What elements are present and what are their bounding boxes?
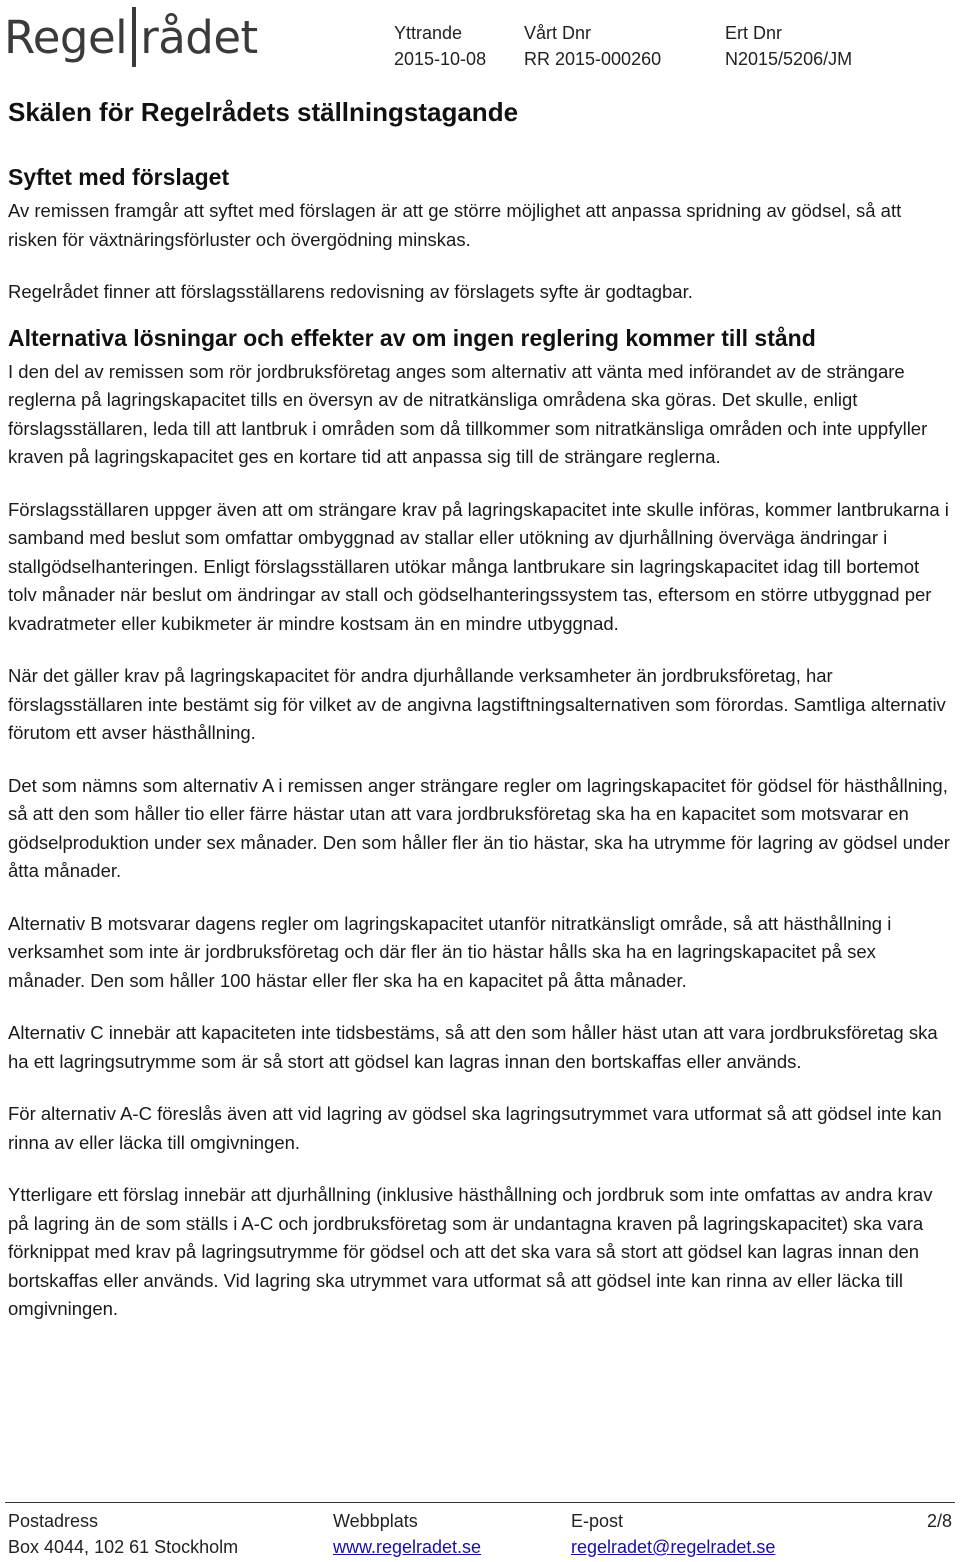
meta-label: Ert Dnr [725,23,783,43]
footer-email [571,1508,775,1560]
section-alternativa [8,321,953,1324]
paragraph: För alternativ A-C föreslås även att vid lagring av gödsel ska lagringsutrymmet vara utformat så att gödsel inte kan rinna av eller läcka till omgivningen. [8,1103,942,1153]
meta-yttrande [394,20,486,72]
paragraph: I den del av remissen som rör jordbruksföretag anges som alternativ att vänta med införandet av de strängare reglerna på lagringskapacitet tills en översyn av de nitratkänsliga områdena ska göras. Det skulle, enligt förslagsställaren, leda till att lantbruk i områden som då tillkommer som nitratkänsliga områden och inte uppfyller kraven på lagringskapacitet ges en kortare tid att anpassa sig till de strängare reglerna. [8,360,928,467]
meta-value: N2015/5206/JM [725,49,853,69]
meta-value: 2015-10-08 [394,49,487,69]
paragraph: Regelrådet finner att förslagsställarens redovisning av förslagets syfte är godtagbar. [8,281,693,302]
logo-divider [132,7,136,67]
page-number: 2/8 [926,1511,952,1531]
meta-vart-dnr [524,20,661,72]
document-title: Skälen för Regelrådets ställningstagande [8,97,519,127]
meta-ert-dnr [725,20,852,72]
paragraph: Ytterligare ett förslag innebär att djurhållning (inklusive hästhållning och jordbruk som inte omfattas av andra krav på lagring än de som ställs i A-C och jordbruksföretag som är undantagna kraven på lagringskapacitet) ska vara förknippat med krav på lagringsutrymme för gödsel och att det ska vara så stort att gödsel kan lagras innan den bortskaffas eller används. Vid lagring ska utrymmet vara utformat så att gödsel inte kan rinna av eller läcka till omgivningen. [8,1184,933,1319]
regelradet-logo [4,6,258,68]
paragraph: När det gäller krav på lagringskapacitet för andra djurhållande verksamheter än jordbruksföretag, har förslagsställaren inte bestämt sig för vilket av de angivna lagstiftningsalternativen som förordas. Samtliga alternativ förutom ett avser hästhållning. [8,665,946,743]
paragraph: Alternativ B motsvarar dagens regler om lagringskapacitet utanför nitratkänsligt område, så att hästhållning i verksamhet som inte är jordbruksföretag och där fler än tio hästar hålls ska ha en lagringskapacitet på sex månader. Den som håller 100 hästar eller fler ska ha en kapacitet på åtta månader. [8,912,892,991]
logo-text-right: rådet [140,10,258,64]
section-heading: Alternativa lösningar och effekter av om ingen reglering kommer till stånd [8,324,816,351]
section-syftet [8,160,953,307]
meta-label: Vårt Dnr [524,23,592,43]
document-footer [0,1502,960,1562]
footer-label: E-post [571,1511,624,1531]
footer-website [333,1508,481,1560]
paragraph: Förslagsställaren uppger även att om strängare krav på lagringskapacitet inte skulle införas, kommer lantbrukarna i samband med beslut som omfattar ombyggnad av stallar eller utökning av djurhållning överväga ändringar i stallgödselhanteringen. Enligt förslagsställaren utökar många lantbrukare sin lagringskapacitet idag till bortemot tolv månader när beslut om ändringar av stall och gödselhanteringssystem tas, eftersom en större utbyggnad per kvadratmeter eller kubikmeter är mindre kostsam än en mindre utbyggnad. [8,498,949,634]
footer-divider [5,1502,955,1503]
document-header [0,0,960,80]
section-heading: Syftet med förslaget [8,164,230,190]
footer-label: Webbplats [333,1511,418,1531]
paragraph: Det som nämns som alternativ A i remissen anger strängare regler om lagringskapacitet för gödsel för hästhållning, så att den som håller tio eller färre hästar utan att vara jordbruksföretag ska ha en kapacitet som motsvarar en gödselproduktion under sex månader. Den som håller fler än tio hästar, ska ha utrymme för lagring av gödsel under åtta månader. [8,774,950,881]
paragraph: Av remissen framgår att syftet med förslagen är att ge större möjlighet att anpassa spridning av gödsel, så att risken för växtnäringsförluster och övergödning minskas. [8,200,902,250]
footer-label: Postadress [8,1511,99,1531]
document-body [8,160,953,1348]
email-link[interactable]: regelradet@regelradet.se [571,1537,776,1557]
meta-label: Yttrande [394,23,463,43]
paragraph: Alternativ C innebär att kapaciteten inte tidsbestäms, så att den som håller häst utan att vara jordbruksföretag ska ha ett lagringsutrymme som är så stort att gödsel kan lagras innan den bortskaffas eller används. [8,1022,938,1072]
footer-postal [8,1508,238,1560]
meta-value: RR 2015-000260 [524,49,662,69]
logo-text-left: Regel [4,10,128,64]
website-link[interactable]: www.regelradet.se [333,1537,482,1557]
footer-value: Box 4044, 102 61 Stockholm [8,1537,239,1557]
